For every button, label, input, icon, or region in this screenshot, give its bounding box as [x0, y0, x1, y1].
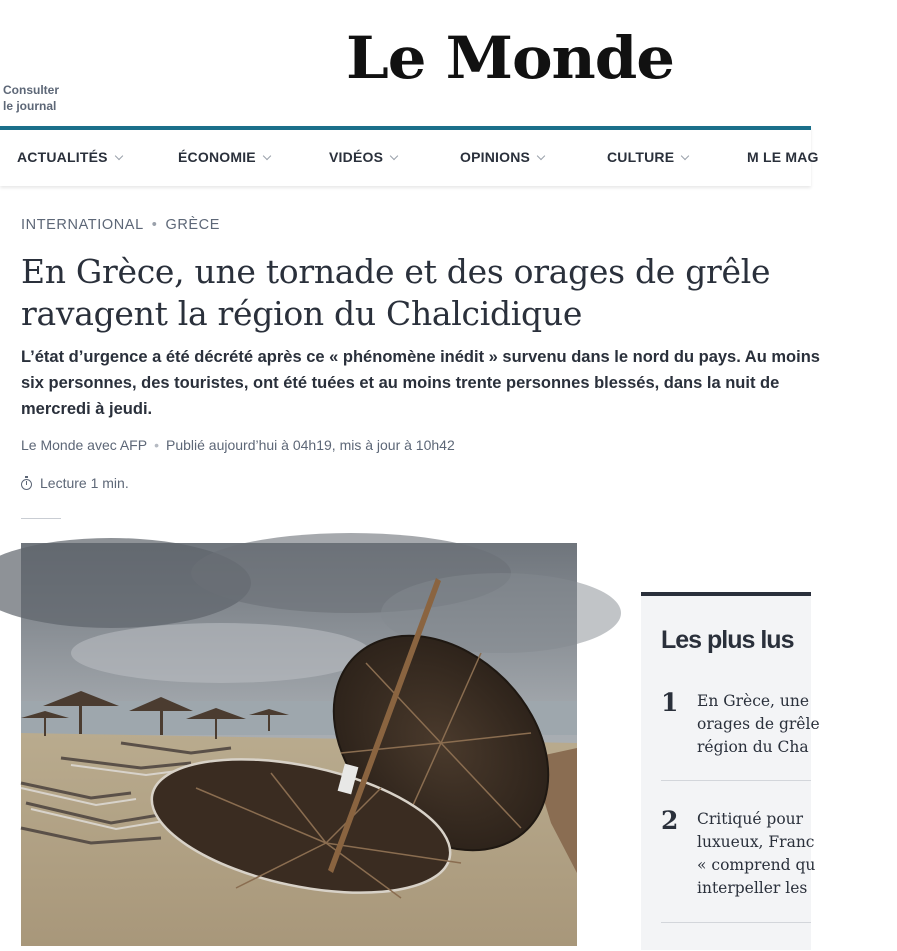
most-read-separator	[661, 922, 811, 923]
nav-label: M LE MAG	[747, 149, 819, 165]
reading-time-label: Lecture 1 min.	[40, 475, 129, 491]
nav-label: ÉCONOMIE	[178, 149, 256, 165]
divider	[21, 518, 61, 519]
most-read-separator	[661, 780, 811, 781]
nav-item-economie[interactable]	[178, 149, 270, 165]
chevron-down-icon	[537, 152, 545, 160]
chevron-down-icon	[681, 152, 689, 160]
consult-journal-link[interactable]	[3, 82, 59, 114]
main-nav	[0, 126, 819, 186]
meta-separator: •	[154, 437, 159, 453]
article-photo	[21, 543, 577, 946]
most-read-headline: Critiqué pour luxueux, Franc « comprend qu interpeller les	[697, 810, 816, 897]
nav-label: CULTURE	[607, 149, 675, 165]
breadcrumb-international[interactable]: INTERNATIONAL	[21, 217, 144, 233]
nav-item-actualites[interactable]	[17, 149, 122, 165]
consult-line-1: Consulter	[3, 83, 60, 97]
chevron-down-icon	[114, 152, 122, 160]
stopwatch-icon	[21, 479, 32, 490]
article-published: Publié aujourd’hui à 04h19, mis à jour à 10h42	[165, 437, 455, 453]
consult-line-2: le journal	[3, 99, 57, 113]
nav-item-opinions[interactable]	[460, 149, 544, 165]
nav-item-m-le-mag[interactable]	[747, 149, 819, 165]
nav-item-culture[interactable]	[607, 149, 688, 165]
article-author: Le Monde avec AFP	[21, 437, 148, 453]
breadcrumb-grece[interactable]: GRÈCE	[165, 217, 221, 233]
chevron-down-icon	[390, 152, 398, 160]
le-monde-logo[interactable]: Le Monde	[346, 24, 675, 92]
beach-storm-photo	[21, 543, 577, 946]
breadcrumb	[21, 217, 220, 233]
breadcrumb-separator: •	[151, 217, 158, 233]
nav-label: OPINIONS	[460, 149, 531, 165]
nav-item-videos[interactable]	[329, 149, 397, 165]
article-description: L’état d’urgence a été décrété après ce « phénomène inédit » survenu dans le nord du pays. Au moins six personnes, des touristes, ont été tuées et au moins trente personnes blessés, dans la nuit de mercredi à jeudi.	[21, 348, 820, 418]
most-read-rank: 1	[661, 688, 679, 717]
most-read-panel	[641, 592, 820, 950]
most-read-headline: En Grèce, une orages de grêle région du Cha	[697, 692, 820, 756]
nav-label: VIDÉOS	[329, 149, 384, 165]
most-read-rank: 2	[661, 806, 679, 835]
article-meta	[21, 437, 455, 453]
article-title: En Grèce, une tornade et des orages de grêle ravagent la région du Chalcidique	[21, 252, 771, 333]
site-header	[0, 0, 811, 126]
nav-label: ACTUALITÉS	[17, 149, 108, 165]
most-read-title: Les plus lus	[661, 626, 794, 654]
reading-time	[21, 475, 129, 491]
chevron-down-icon	[263, 152, 271, 160]
